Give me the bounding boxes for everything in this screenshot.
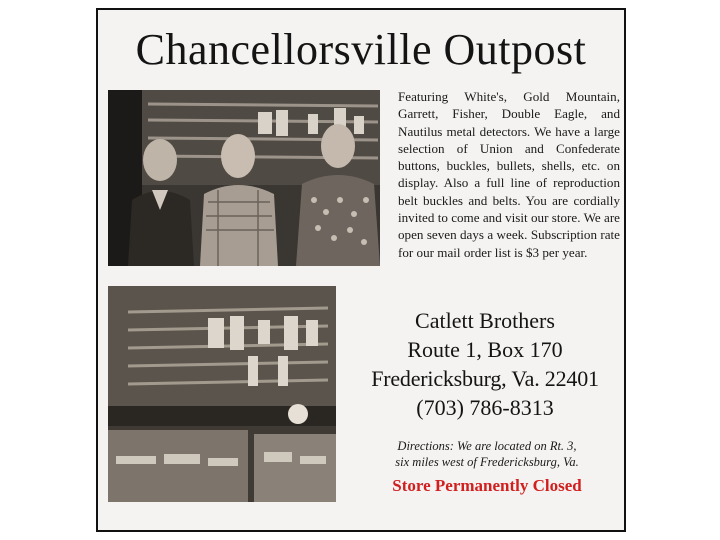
store-description: Featuring White's, Gold Mountain, Garrett, Fisher, Double Eagle, and Nautilus metal detectors. We have a large selection of Union and Confederate buttons, buckles, bullets, shells, etc. on display. Also a full line of reproduction belt buckles and belts. You are cordially invited to come and visit our store. We are open seven days a week. Subscription rate for our mail order list is $3 per year.: [398, 89, 620, 260]
contact-block: [350, 306, 620, 422]
ad-title: Chancellorsville Outpost: [135, 25, 587, 74]
photo-store-interior: [108, 286, 336, 502]
store-closed-notice: Store Permanently Closed: [392, 476, 582, 495]
business-name: Catlett Brothers: [415, 308, 555, 333]
street-address: Route 1, Box 170: [407, 337, 563, 362]
phone-number: (703) 786-8313: [416, 395, 554, 420]
photo-three-men: [108, 90, 380, 266]
advertisement: [96, 8, 626, 532]
directions-text: [356, 438, 618, 470]
directions-line-2: six miles west of Fredericksburg, Va.: [395, 455, 579, 469]
city-state-zip: Fredericksburg, Va. 22401: [371, 366, 599, 391]
directions-line-1: Directions: We are located on Rt. 3,: [397, 439, 577, 453]
